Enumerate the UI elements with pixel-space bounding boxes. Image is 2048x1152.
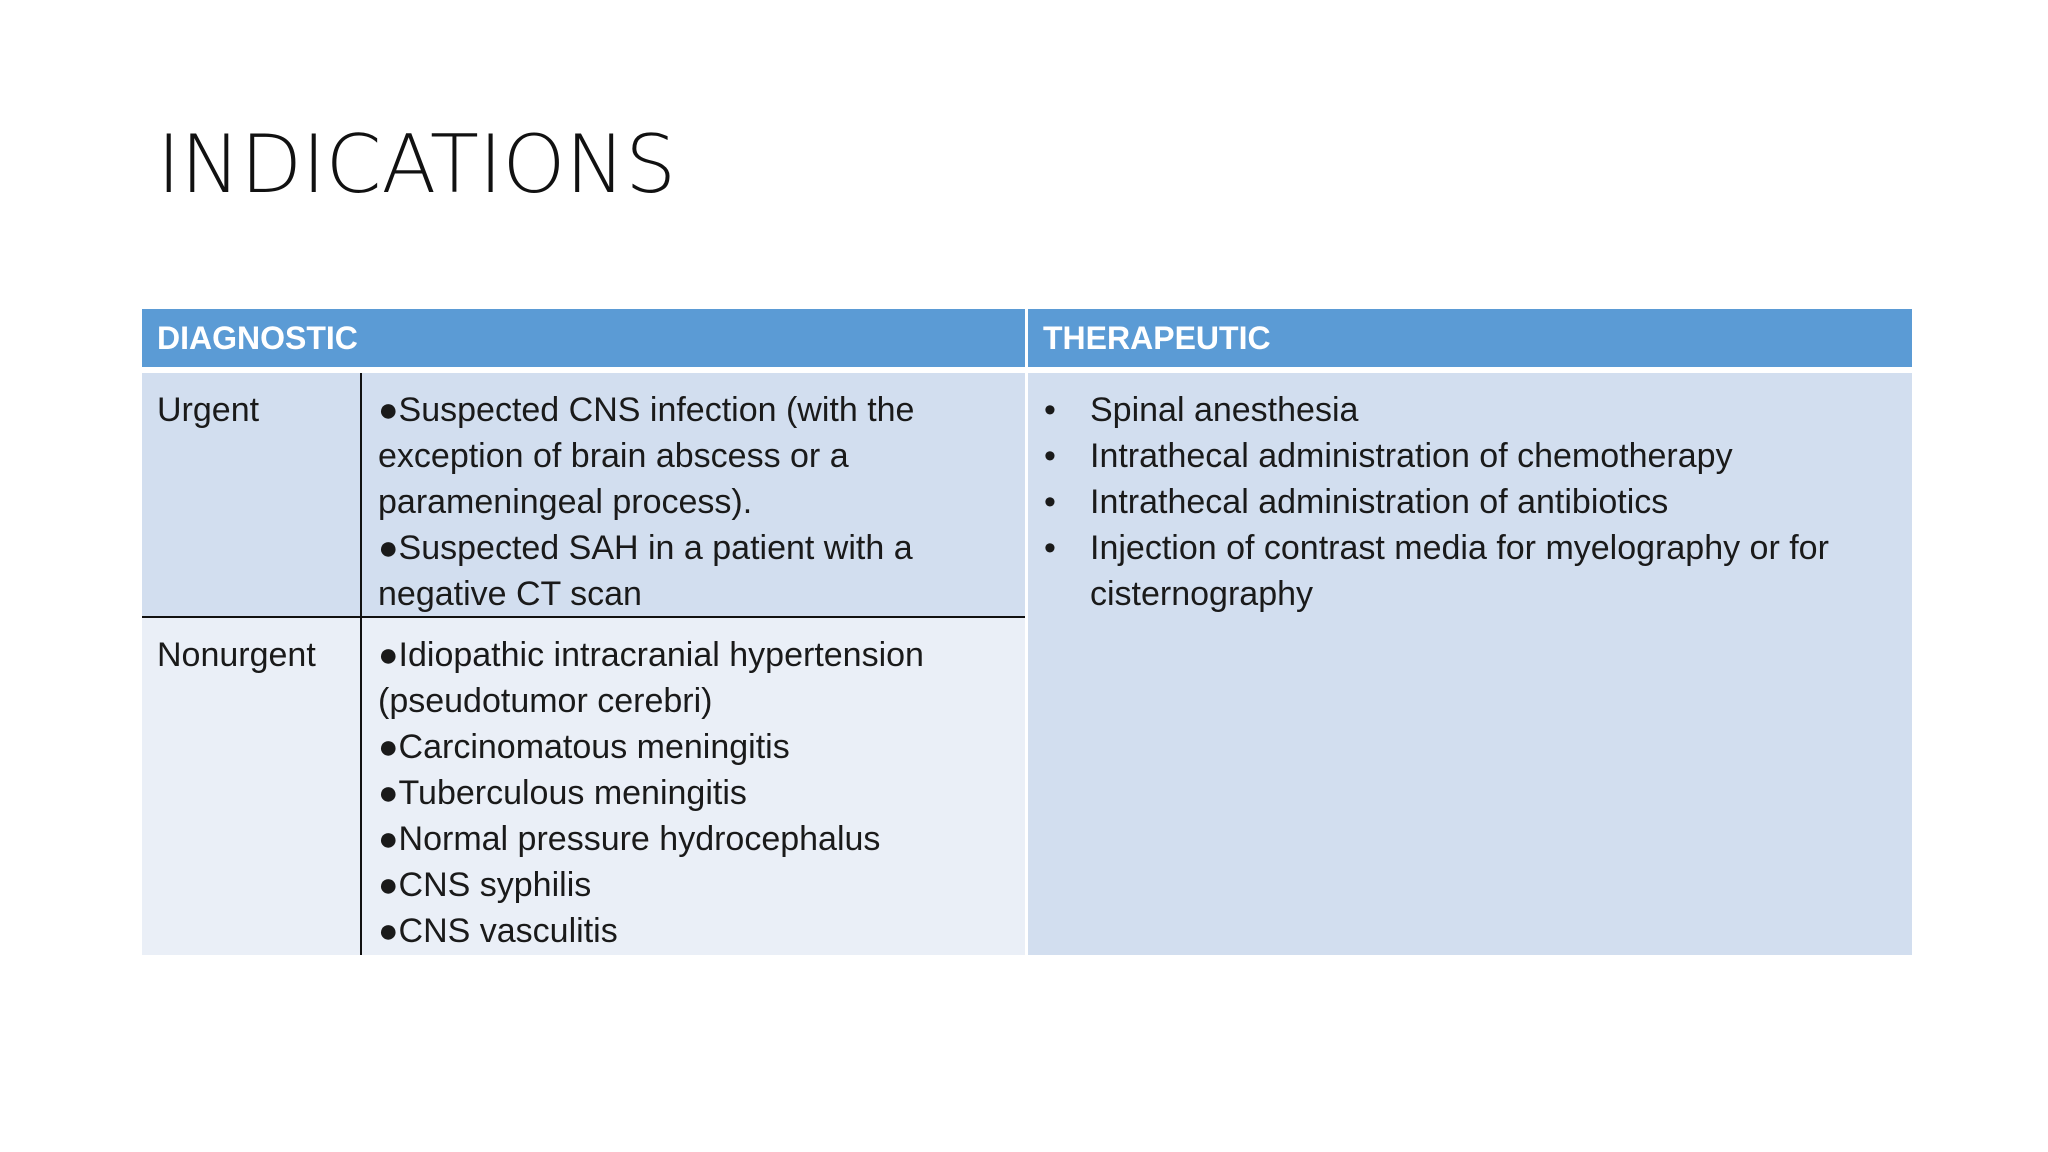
urgent-line: parameningeal process). <box>378 483 753 521</box>
nonurgent-line: ●Carcinomatous meningitis <box>378 728 790 766</box>
column-divider <box>360 373 362 955</box>
indications-table <box>142 309 1912 955</box>
nonurgent-line: ●CNS syphilis <box>378 866 592 904</box>
nonurgent-line: ●CNS vasculitis <box>378 912 618 950</box>
nonurgent-line: ●Idiopathic intracranial hypertension <box>378 636 924 674</box>
bullet-icon: • <box>1044 391 1056 429</box>
urgent-line: ●Suspected SAH in a patient with a <box>378 529 913 567</box>
list-item-text: Spinal anesthesia <box>1090 391 1359 429</box>
row-divider <box>142 616 1025 618</box>
list-item <box>1028 479 1892 525</box>
urgent-line: exception of brain abscess or a <box>378 437 849 475</box>
urgent-indications <box>362 373 1025 616</box>
header-therapeutic: THERAPEUTIC <box>1028 309 1912 367</box>
list-item-text: Intrathecal administration of antibiotics <box>1090 483 1669 521</box>
nonurgent-line: ●Tuberculous meningitis <box>378 774 747 812</box>
row-label-urgent: Urgent <box>142 373 360 616</box>
list-item <box>1028 433 1892 479</box>
nonurgent-indications <box>362 618 1025 955</box>
therapeutic-list <box>1028 387 1892 617</box>
nonurgent-line: ●Normal pressure hydrocephalus <box>378 820 881 858</box>
nonurgent-line: (pseudotumor cerebri) <box>378 682 713 720</box>
header-diagnostic: DIAGNOSTIC <box>142 309 1025 367</box>
list-item-text: Injection of contrast media for myelography or for cisternography <box>1090 529 1829 613</box>
therapeutic-indications <box>1028 373 1912 955</box>
list-item <box>1028 525 1892 617</box>
urgent-line: ●Suspected CNS infection (with the <box>378 391 915 429</box>
list-item-text: Intrathecal administration of chemotherapy <box>1090 437 1733 475</box>
slide-title: INDICATIONS <box>157 118 677 211</box>
bullet-icon: • <box>1044 529 1056 567</box>
list-item <box>1028 387 1892 433</box>
bullet-icon: • <box>1044 483 1056 521</box>
row-label-nonurgent: Nonurgent <box>142 618 360 955</box>
urgent-line: negative CT scan <box>378 575 642 613</box>
bullet-icon: • <box>1044 437 1056 475</box>
